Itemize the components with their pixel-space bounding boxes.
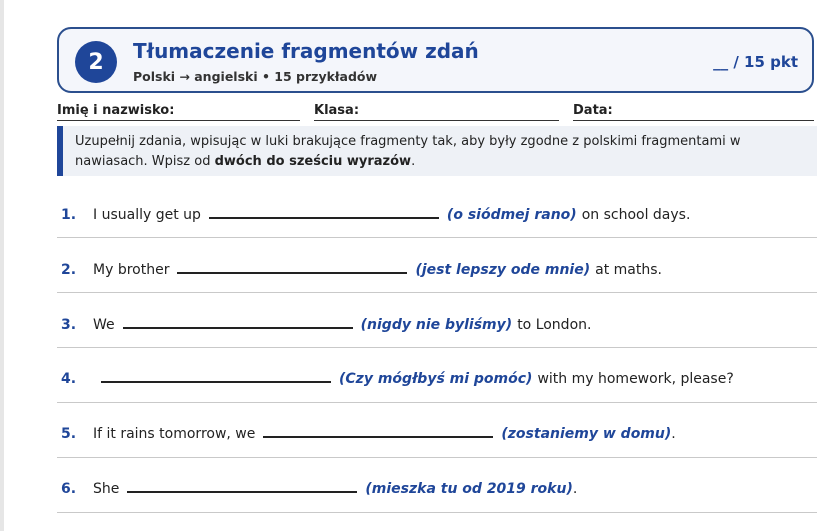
student-info-fields xyxy=(57,103,814,123)
polish-hint: (Czy mógłbyś mi pomóc) xyxy=(339,371,533,387)
answer-blank[interactable] xyxy=(263,422,493,438)
exercise-item-2 xyxy=(57,239,817,293)
item-text-before: My brother xyxy=(93,262,170,278)
answer-blank[interactable] xyxy=(209,203,439,219)
item-text-before: We xyxy=(93,317,115,333)
exercise-item-6 xyxy=(57,459,817,513)
class-field[interactable] xyxy=(314,103,559,121)
date-label: Data: xyxy=(573,103,613,118)
item-number: 3. xyxy=(61,317,77,333)
exercise-item-5 xyxy=(57,404,817,458)
exercise-subtitle: Polski → angielski • 15 przykładów xyxy=(133,69,378,84)
exercise-item-3 xyxy=(57,294,817,348)
instruction-text-2: . xyxy=(411,154,416,169)
item-text-after: on school days. xyxy=(581,207,691,223)
answer-blank[interactable] xyxy=(123,313,353,329)
polish-hint: (o siódmej rano) xyxy=(446,207,577,223)
item-text-after: at maths. xyxy=(595,262,662,278)
item-text-after: to London. xyxy=(517,317,592,333)
instruction-box xyxy=(57,126,817,176)
exercise-item-1 xyxy=(57,184,817,238)
polish-hint: (nigdy nie byliśmy) xyxy=(360,317,513,333)
instruction-text-1: Uzupełnij zdania, wpisując w luki brakujące fragmenty tak, aby były zgodne z polskimi fragmentami w nawiasach. Wpisz od xyxy=(75,134,741,169)
exercise-item-4 xyxy=(57,349,817,403)
item-number: 4. xyxy=(61,371,77,387)
item-text-after: . xyxy=(572,481,578,497)
polish-hint: (mieszka tu od 2019 roku) xyxy=(365,481,573,497)
item-text-after: with my homework, please? xyxy=(537,371,734,387)
item-number: 5. xyxy=(61,426,77,442)
instruction-bold: dwóch do sześciu wyrazów xyxy=(214,154,412,169)
item-text-before: She xyxy=(93,481,120,497)
left-edge-line xyxy=(0,0,4,531)
name-field[interactable] xyxy=(57,103,300,121)
name-label: Imię i nazwisko: xyxy=(57,103,175,118)
polish-hint: (jest lepszy ode mnie) xyxy=(415,262,591,278)
item-number: 6. xyxy=(61,481,77,497)
item-number: 1. xyxy=(61,207,77,223)
item-text-before: If it rains tomorrow, we xyxy=(93,426,256,442)
score-field: __ / 15 pkt xyxy=(713,53,798,71)
exercise-title: Tłumaczenie fragmentów zdań xyxy=(133,39,479,63)
polish-hint: (zostaniemy w domu) xyxy=(501,426,672,442)
class-label: Klasa: xyxy=(314,103,360,118)
date-field[interactable] xyxy=(573,103,814,121)
exercise-number-badge: 2 xyxy=(75,41,117,83)
answer-blank[interactable] xyxy=(101,367,331,383)
item-text-after: . xyxy=(671,426,676,442)
answer-blank[interactable] xyxy=(177,258,407,274)
item-text-before: I usually get up xyxy=(93,207,201,223)
exercise-header xyxy=(57,27,814,93)
answer-blank[interactable] xyxy=(127,477,357,493)
item-number: 2. xyxy=(61,262,77,278)
